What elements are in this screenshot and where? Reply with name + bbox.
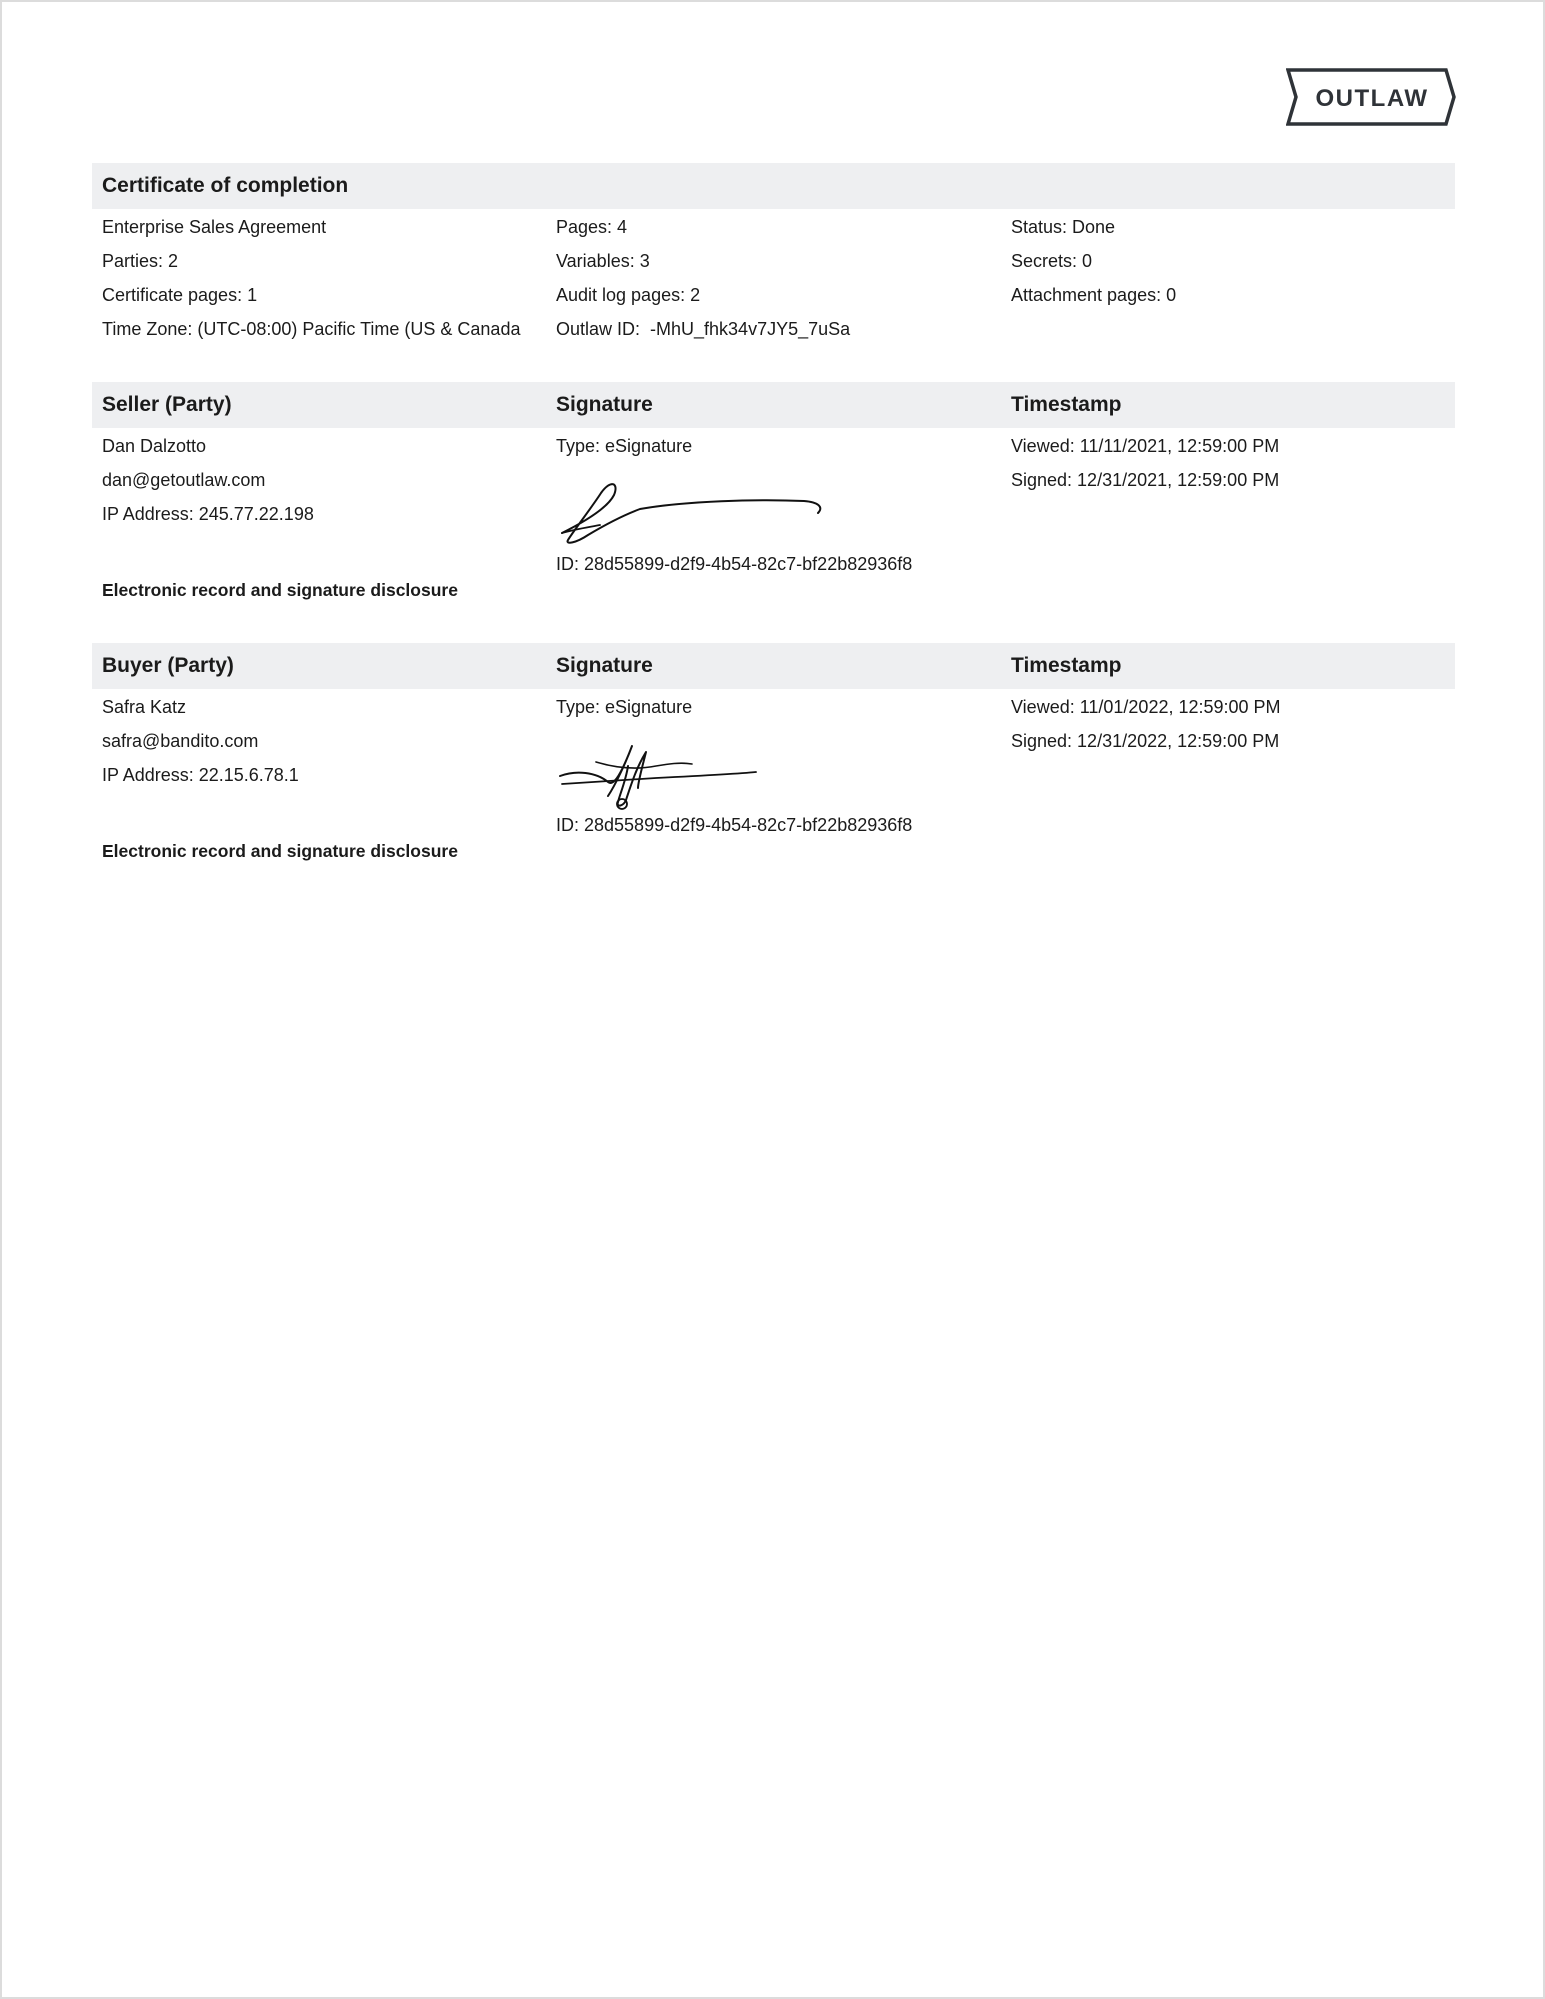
outlaw-banner-icon xyxy=(1286,68,1456,126)
seller-signature-header: Signature xyxy=(556,393,653,416)
status: Status: Done xyxy=(1011,217,1116,237)
buyer-disclosure-link[interactable]: Electronic record and signature disclosure xyxy=(102,841,458,861)
seller-header xyxy=(92,382,1455,428)
buyer-signed-timestamp: Signed: 12/31/2022, 12:59:00 PM xyxy=(1011,731,1280,751)
buyer-timestamp-header: Timestamp xyxy=(1011,654,1122,677)
buyer-email: safra@bandito.com xyxy=(102,731,259,751)
seller-timestamp-header: Timestamp xyxy=(1011,393,1122,416)
seller-name: Dan Dalzotto xyxy=(102,436,207,456)
buyer-section xyxy=(92,643,1455,870)
seller-ip-address: IP Address: 245.77.22.198 xyxy=(102,504,314,524)
buyer-signature-image xyxy=(556,732,996,810)
logo-text: OUTLAW xyxy=(1315,85,1429,112)
certificate-pages: Certificate pages: 1 xyxy=(102,285,258,305)
variables-count: Variables: 3 xyxy=(556,251,650,271)
document-name: Enterprise Sales Agreement xyxy=(102,217,327,237)
seller-signature-type: Type: eSignature xyxy=(556,436,693,456)
buyer-signature-type: Type: eSignature xyxy=(556,697,693,717)
secrets-count: Secrets: 0 xyxy=(1011,251,1093,271)
seller-viewed-timestamp: Viewed: 11/11/2021, 12:59:00 PM xyxy=(1011,436,1280,456)
buyer-name: Safra Katz xyxy=(102,697,187,717)
seller-signed-timestamp: Signed: 12/31/2021, 12:59:00 PM xyxy=(1011,470,1280,490)
attachment-pages: Attachment pages: 0 xyxy=(1011,285,1177,305)
parties-count: Parties: 2 xyxy=(102,251,179,271)
seller-disclosure-link[interactable]: Electronic record and signature disclosure xyxy=(102,580,458,600)
seller-role-header: Seller (Party) xyxy=(102,393,232,416)
buyer-viewed-timestamp: Viewed: 11/01/2022, 12:59:00 PM xyxy=(1011,697,1281,717)
pages-count: Pages: 4 xyxy=(556,217,628,237)
seller-signature-id: ID: 28d55899-d2f9-4b54-82c7-bf22b82936f8 xyxy=(556,554,913,574)
buyer-role-header: Buyer (Party) xyxy=(102,654,234,677)
audit-log-pages: Audit log pages: 2 xyxy=(556,285,701,305)
seller-signature-image xyxy=(556,471,996,549)
buyer-header xyxy=(92,643,1455,689)
certificate-title: Certificate of completion xyxy=(102,174,349,197)
buyer-ip-address: IP Address: 22.15.6.78.1 xyxy=(102,765,299,785)
buyer-signature-header: Signature xyxy=(556,654,653,677)
seller-section xyxy=(92,382,1455,609)
buyer-signature-id: ID: 28d55899-d2f9-4b54-82c7-bf22b82936f8 xyxy=(556,815,913,835)
certificate-header xyxy=(92,163,1455,209)
time-zone: Time Zone: (UTC-08:00) Pacific Time (US & Canada xyxy=(102,319,521,339)
outlaw-logo xyxy=(1286,68,1456,126)
seller-email: dan@getoutlaw.com xyxy=(102,470,266,490)
outlaw-id: Outlaw ID: -MhU_fhk34v7JY5_7uSa xyxy=(556,319,851,339)
certificate-section xyxy=(92,163,1455,346)
